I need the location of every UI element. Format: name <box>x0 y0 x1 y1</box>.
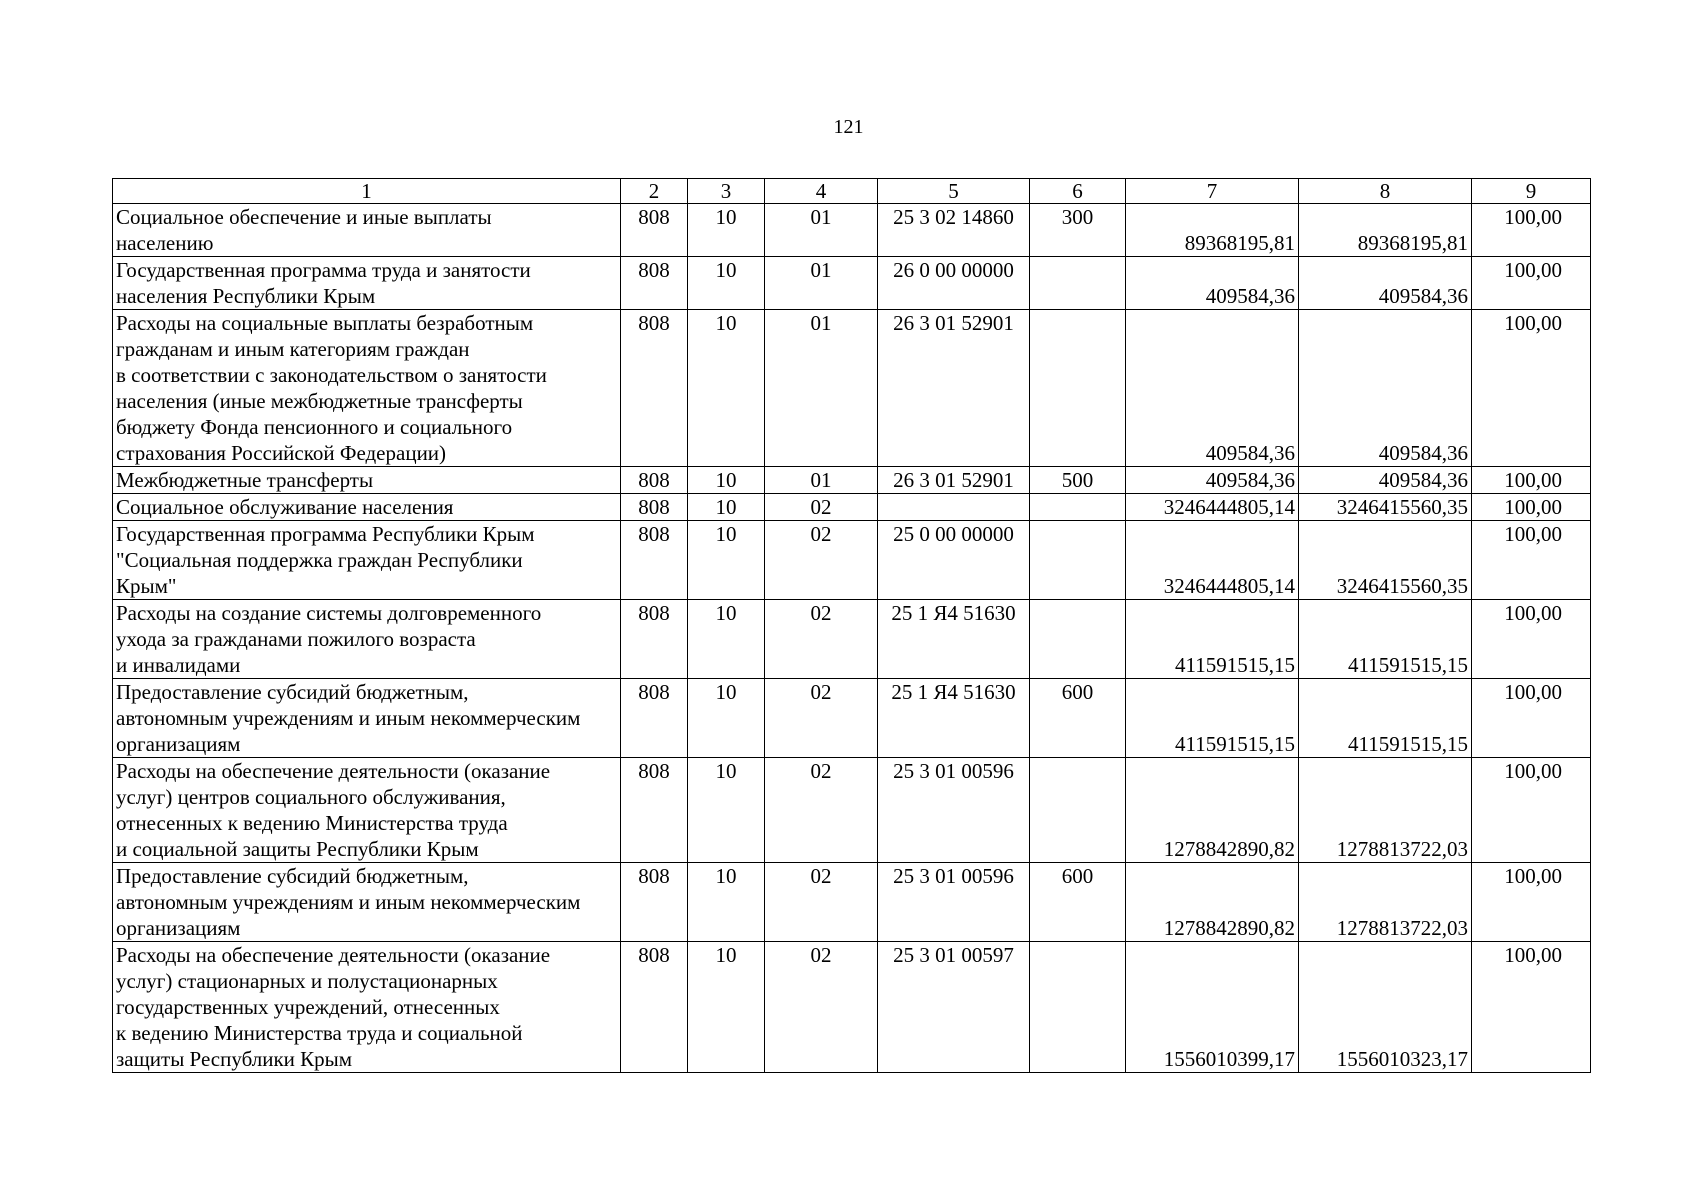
row-amount-7-cell: 409584,36 <box>1126 467 1299 494</box>
table-body <box>113 204 1591 1073</box>
row-code-5-cell: 25 3 01 00597 <box>878 942 1030 1073</box>
row-name-cell: Расходы на обеспечение деятельности (оказание услуг) центров социального обслуживания, отнесенных к ведению Министерства труда и социальной защиты Республики Крым <box>113 758 621 863</box>
row-code-5-cell: 25 1 Я4 51630 <box>878 600 1030 679</box>
row-amount-8-cell: 1556010323,17 <box>1299 942 1472 1073</box>
row-code-2-cell: 808 <box>621 204 688 257</box>
row-percent-cell: 100,00 <box>1472 204 1591 257</box>
row-code-6-cell <box>1030 494 1126 521</box>
row-amount-7-cell: 1556010399,17 <box>1126 942 1299 1073</box>
row-percent-cell: 100,00 <box>1472 679 1591 758</box>
page-number: 121 <box>833 116 864 138</box>
row-amount-8-cell: 3246415560,35 <box>1299 494 1472 521</box>
row-code-5-cell: 25 3 01 00596 <box>878 758 1030 863</box>
row-amount-8-cell: 89368195,81 <box>1299 204 1472 257</box>
row-code-4-cell: 02 <box>765 600 878 679</box>
row-code-4-cell: 02 <box>765 521 878 600</box>
row-percent-cell: 100,00 <box>1472 600 1591 679</box>
row-code-6-cell <box>1030 758 1126 863</box>
row-name-cell: Предоставление субсидий бюджетным, автономным учреждениям и иным некоммерческим организациям <box>113 863 621 942</box>
header-cell-8: 8 <box>1299 179 1472 204</box>
row-code-2-cell: 808 <box>621 310 688 467</box>
row-code-6-cell: 600 <box>1030 679 1126 758</box>
row-code-4-cell: 02 <box>765 942 878 1073</box>
table-row <box>113 863 1591 942</box>
row-code-6-cell: 600 <box>1030 863 1126 942</box>
row-amount-7-cell: 411591515,15 <box>1126 600 1299 679</box>
row-amount-7-cell: 3246444805,14 <box>1126 521 1299 600</box>
row-code-6-cell <box>1030 600 1126 679</box>
row-name-cell: Расходы на создание системы долговременного ухода за гражданами пожилого возраста и инвалидами <box>113 600 621 679</box>
row-code-5-cell <box>878 494 1030 521</box>
row-amount-8-cell: 411591515,15 <box>1299 679 1472 758</box>
row-code-3-cell: 10 <box>688 863 765 942</box>
row-code-5-cell: 25 0 00 00000 <box>878 521 1030 600</box>
row-amount-8-cell: 1278813722,03 <box>1299 863 1472 942</box>
row-amount-8-cell: 409584,36 <box>1299 310 1472 467</box>
row-code-3-cell: 10 <box>688 310 765 467</box>
row-code-5-cell: 26 0 00 00000 <box>878 257 1030 310</box>
table-row <box>113 467 1591 494</box>
row-amount-7-cell: 89368195,81 <box>1126 204 1299 257</box>
row-amount-8-cell: 409584,36 <box>1299 257 1472 310</box>
table-row <box>113 600 1591 679</box>
row-code-3-cell: 10 <box>688 758 765 863</box>
header-cell-2: 2 <box>621 179 688 204</box>
table-row <box>113 521 1591 600</box>
row-code-4-cell: 01 <box>765 467 878 494</box>
table-row <box>113 204 1591 257</box>
table-row <box>113 758 1591 863</box>
table-row <box>113 942 1591 1073</box>
row-code-2-cell: 808 <box>621 257 688 310</box>
row-percent-cell: 100,00 <box>1472 521 1591 600</box>
table-row <box>113 257 1591 310</box>
row-amount-8-cell: 411591515,15 <box>1299 600 1472 679</box>
row-code-3-cell: 10 <box>688 257 765 310</box>
header-row <box>113 179 1591 204</box>
row-amount-7-cell: 3246444805,14 <box>1126 494 1299 521</box>
row-name-cell: Межбюджетные трансферты <box>113 467 621 494</box>
row-percent-cell: 100,00 <box>1472 942 1591 1073</box>
row-code-2-cell: 808 <box>621 600 688 679</box>
row-code-4-cell: 02 <box>765 863 878 942</box>
row-code-3-cell: 10 <box>688 494 765 521</box>
row-amount-8-cell: 3246415560,35 <box>1299 521 1472 600</box>
header-cell-4: 4 <box>765 179 878 204</box>
row-percent-cell: 100,00 <box>1472 467 1591 494</box>
row-amount-7-cell: 409584,36 <box>1126 310 1299 467</box>
row-code-4-cell: 01 <box>765 310 878 467</box>
row-code-6-cell <box>1030 257 1126 310</box>
row-code-4-cell: 02 <box>765 494 878 521</box>
row-code-3-cell: 10 <box>688 467 765 494</box>
row-percent-cell: 100,00 <box>1472 257 1591 310</box>
row-code-4-cell: 02 <box>765 679 878 758</box>
row-code-4-cell: 02 <box>765 758 878 863</box>
row-code-4-cell: 01 <box>765 257 878 310</box>
row-code-5-cell: 26 3 01 52901 <box>878 467 1030 494</box>
row-code-2-cell: 808 <box>621 942 688 1073</box>
header-cell-3: 3 <box>688 179 765 204</box>
row-amount-7-cell: 1278842890,82 <box>1126 863 1299 942</box>
row-code-2-cell: 808 <box>621 863 688 942</box>
row-code-5-cell: 26 3 01 52901 <box>878 310 1030 467</box>
row-code-2-cell: 808 <box>621 521 688 600</box>
header-cell-7: 7 <box>1126 179 1299 204</box>
row-code-3-cell: 10 <box>688 600 765 679</box>
row-amount-7-cell: 411591515,15 <box>1126 679 1299 758</box>
row-code-4-cell: 01 <box>765 204 878 257</box>
budget-table <box>112 178 1591 1073</box>
row-code-3-cell: 10 <box>688 942 765 1073</box>
header-cell-9: 9 <box>1472 179 1591 204</box>
row-code-6-cell: 500 <box>1030 467 1126 494</box>
row-amount-8-cell: 409584,36 <box>1299 467 1472 494</box>
row-percent-cell: 100,00 <box>1472 310 1591 467</box>
table-row <box>113 494 1591 521</box>
header-cell-6: 6 <box>1030 179 1126 204</box>
row-code-2-cell: 808 <box>621 467 688 494</box>
row-name-cell: Предоставление субсидий бюджетным, автономным учреждениям и иным некоммерческим организациям <box>113 679 621 758</box>
row-code-3-cell: 10 <box>688 521 765 600</box>
row-code-2-cell: 808 <box>621 494 688 521</box>
row-code-6-cell <box>1030 310 1126 467</box>
row-code-2-cell: 808 <box>621 758 688 863</box>
row-percent-cell: 100,00 <box>1472 758 1591 863</box>
row-code-2-cell: 808 <box>621 679 688 758</box>
row-name-cell: Расходы на социальные выплаты безработным гражданам и иным категориям граждан в соответствии с законодательством о занятости населения (иные межбюджетные трансферты бюджету Фонда пенсионного и социального страхования Российской Федерации) <box>113 310 621 467</box>
header-cell-5: 5 <box>878 179 1030 204</box>
row-name-cell: Государственная программа труда и занятости населения Республики Крым <box>113 257 621 310</box>
row-code-6-cell <box>1030 942 1126 1073</box>
row-name-cell: Государственная программа Республики Крым "Социальная поддержка граждан Республики Крым" <box>113 521 621 600</box>
row-amount-8-cell: 1278813722,03 <box>1299 758 1472 863</box>
row-code-6-cell: 300 <box>1030 204 1126 257</box>
row-amount-7-cell: 1278842890,82 <box>1126 758 1299 863</box>
row-amount-7-cell: 409584,36 <box>1126 257 1299 310</box>
row-code-3-cell: 10 <box>688 204 765 257</box>
row-code-5-cell: 25 1 Я4 51630 <box>878 679 1030 758</box>
row-code-5-cell: 25 3 01 00596 <box>878 863 1030 942</box>
row-percent-cell: 100,00 <box>1472 494 1591 521</box>
header-cell-1: 1 <box>113 179 621 204</box>
row-code-6-cell <box>1030 521 1126 600</box>
table-row <box>113 310 1591 467</box>
row-percent-cell: 100,00 <box>1472 863 1591 942</box>
row-name-cell: Социальное обеспечение и иные выплаты населению <box>113 204 621 257</box>
row-name-cell: Расходы на обеспечение деятельности (оказание услуг) стационарных и полустационарных государственных учреждений, отнесенных к ведению Министерства труда и социальной защиты Республики Крым <box>113 942 621 1073</box>
row-name-cell: Социальное обслуживание населения <box>113 494 621 521</box>
table-row <box>113 679 1591 758</box>
row-code-3-cell: 10 <box>688 679 765 758</box>
row-code-5-cell: 25 3 02 14860 <box>878 204 1030 257</box>
